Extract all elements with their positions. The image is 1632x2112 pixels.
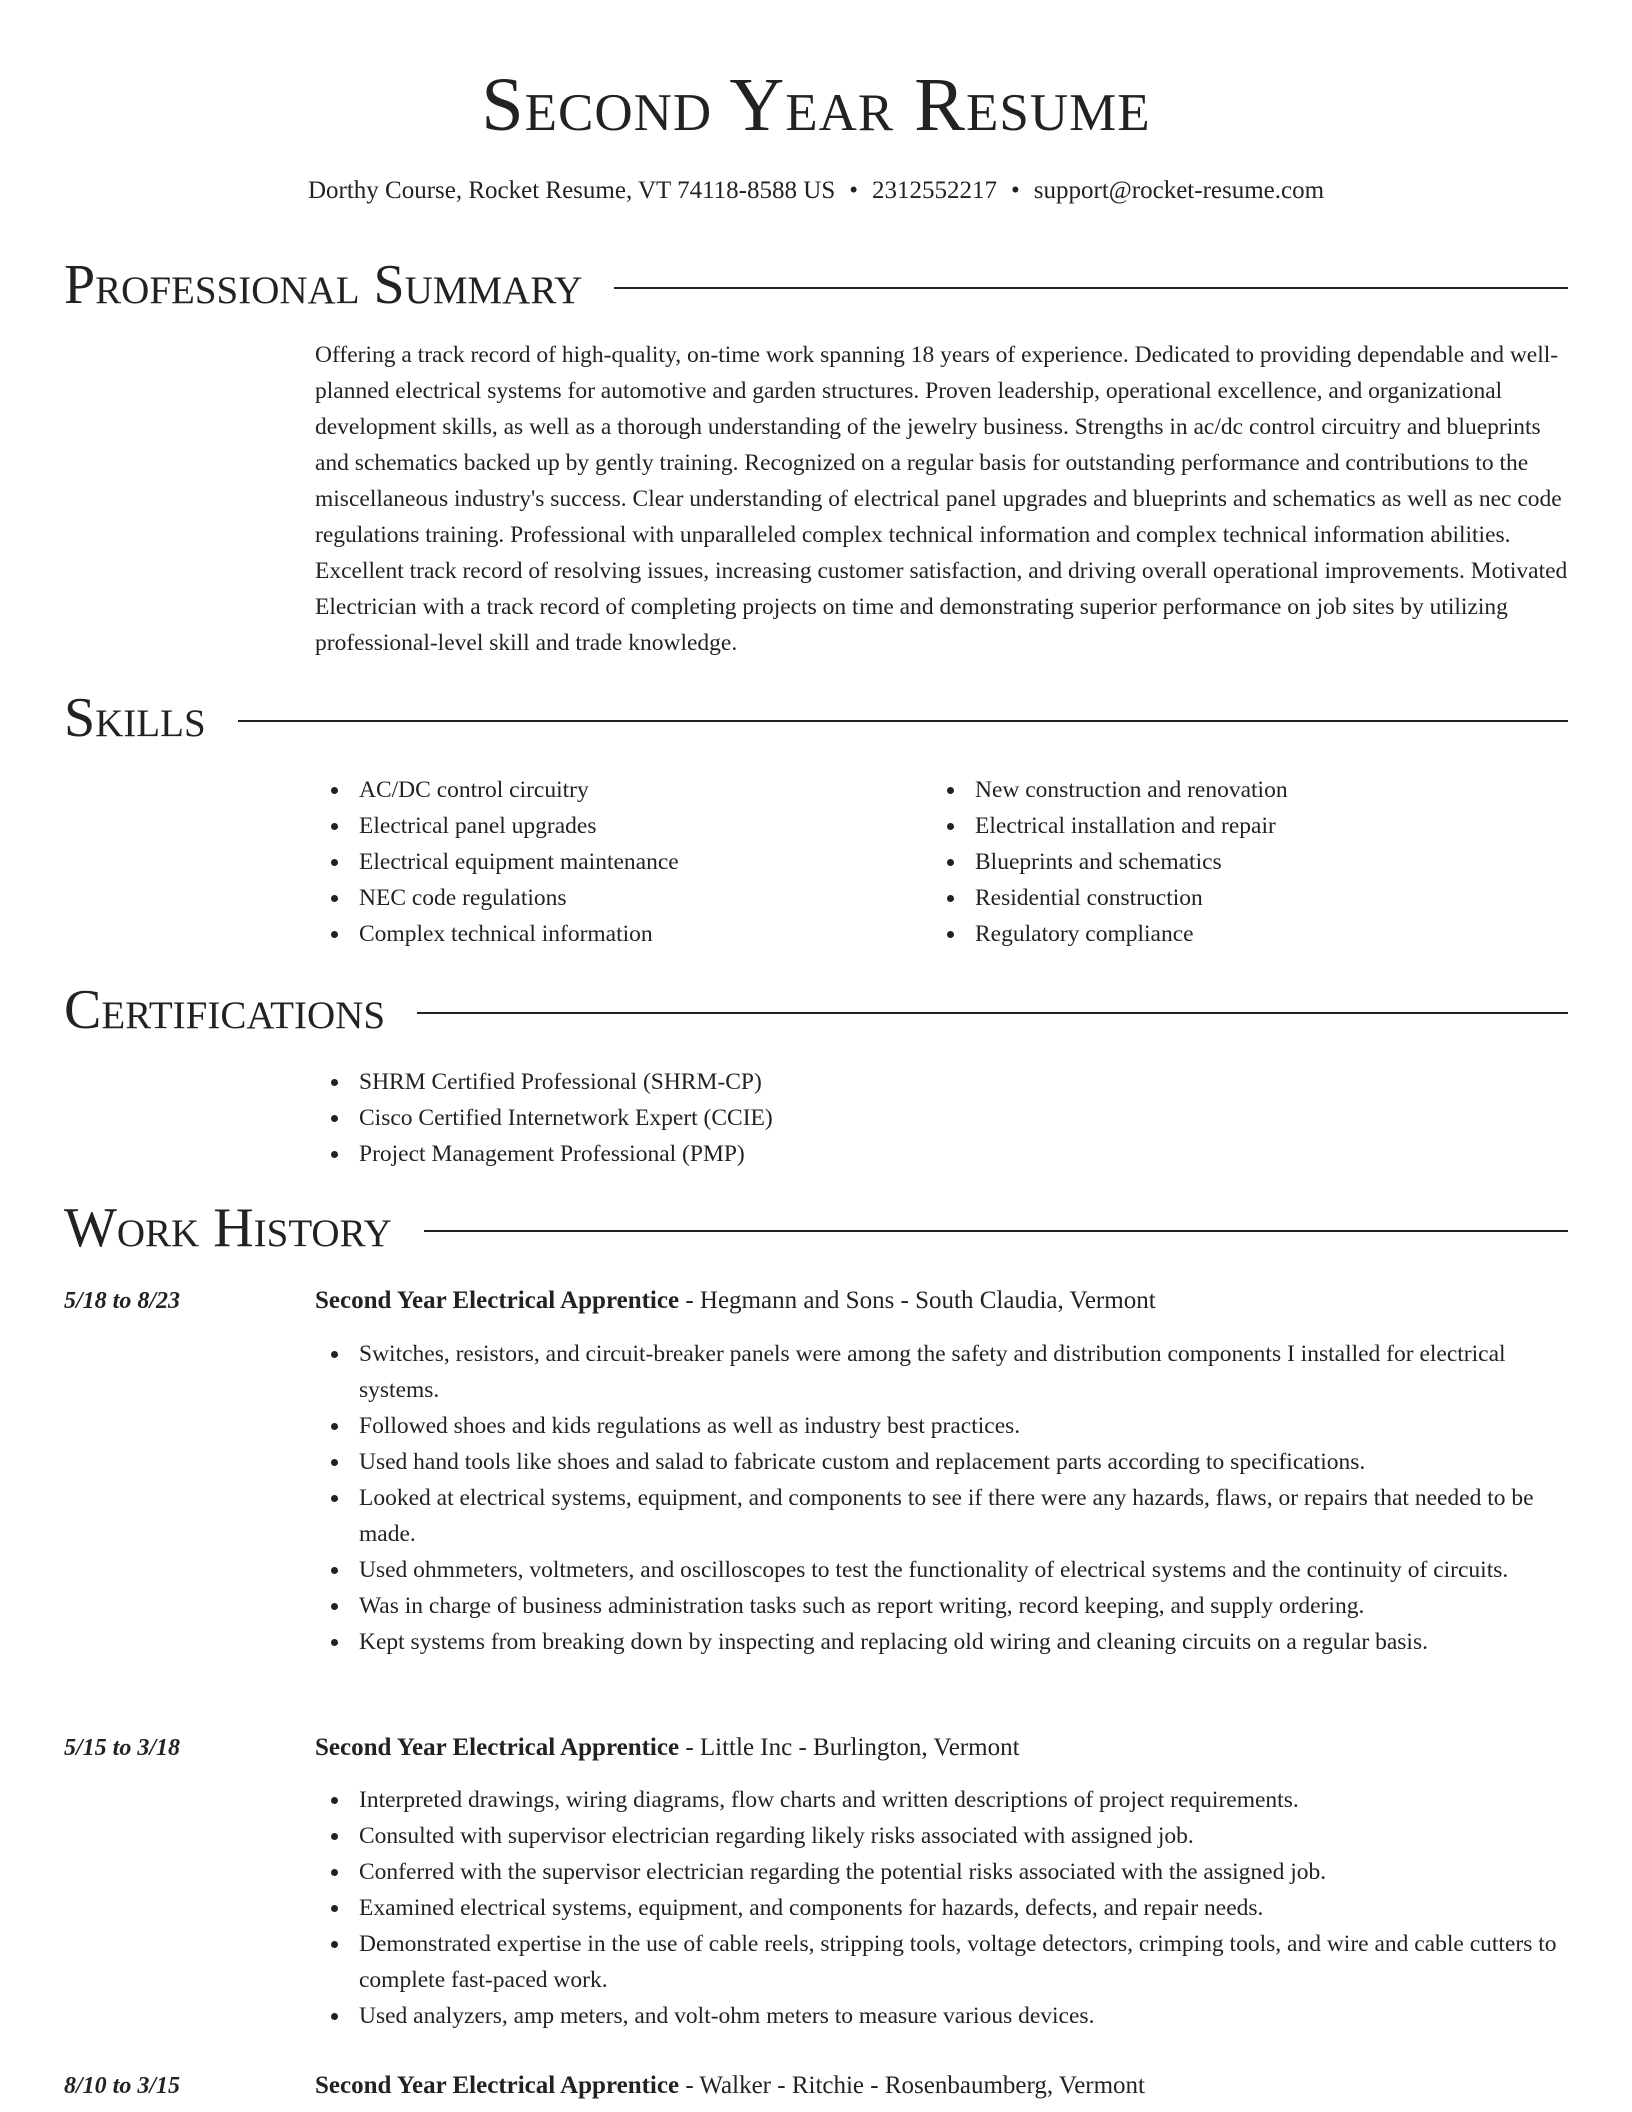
contact-separator: • [849,177,858,204]
skills-column-right [931,772,1571,952]
section-divider [238,720,1568,722]
skills-list-left [315,772,915,952]
job-duties [315,1782,1571,2034]
skills-section-header [64,686,1568,750]
list-item: Electrical panel upgrades [315,808,915,844]
list-item: Demonstrated expertise in the use of cable reels, stripping tools, voltage detectors, crimping tools, and wire and cable cutters to complete fast-paced work. [315,1926,1571,1998]
job-employer: - Walker - Ritchie - Rosenbaumberg, Vermont [679,2072,1146,2099]
job-duties-list [315,1336,1571,1660]
list-item: Kept systems from breaking down by inspecting and replacing old wiring and cleaning circuits on a regular basis. [315,1624,1571,1660]
section-divider [614,287,1568,289]
job-heading [315,1283,1156,1319]
list-item: Residential construction [931,880,1571,916]
list-item: Complex technical information [315,916,915,952]
certifications-list [315,1064,773,1172]
job-title: Second Year Electrical Apprentice [315,1734,680,1761]
list-item: Switches, resistors, and circuit-breaker panels were among the safety and distribution components I installed for electrical systems. [315,1336,1571,1408]
work-heading: Work History [64,1197,392,1259]
job-employer: - Hegmann and Sons - South Claudia, Vermont [679,1287,1156,1314]
list-item: Used ohmmeters, voltmeters, and oscilloscopes to test the functionality of electrical systems and the continuity of circuits. [315,1552,1571,1588]
contact-separator: • [1011,177,1020,204]
job-heading [315,2068,1145,2104]
list-item: Followed shoes and kids regulations as well as industry best practices. [315,1408,1571,1444]
skills-column-left [315,772,915,952]
list-item: Project Management Professional (PMP) [315,1136,773,1172]
contact-address: Dorthy Course, Rocket Resume, VT 74118-8588 US [307,177,836,204]
summary-section-header [64,253,1568,317]
contact-line [0,174,1632,208]
job-duties [315,1336,1571,1660]
list-item: Used hand tools like shoes and salad to fabricate custom and replacement parts according to specifications. [315,1444,1571,1480]
job-duties-list [315,1782,1571,2034]
list-item: Was in charge of business administration tasks such as report writing, record keeping, and supply ordering. [315,1588,1571,1624]
section-divider [417,1012,1568,1014]
list-item: Electrical equipment maintenance [315,844,915,880]
list-item: Interpreted drawings, wiring diagrams, flow charts and written descriptions of project requirements. [315,1782,1571,1818]
list-item: Consulted with supervisor electrician regarding likely risks associated with assigned job. [315,1818,1571,1854]
certifications-section-header [64,978,1568,1042]
job-title: Second Year Electrical Apprentice [315,2072,680,2099]
contact-email[interactable]: support@rocket-resume.com [1033,177,1325,204]
list-item: Electrical installation and repair [931,808,1571,844]
skills-list-right [931,772,1571,952]
job-dates: 5/18 to 8/23 [64,1288,181,1314]
list-item: NEC code regulations [315,880,915,916]
resume-title: Second Year Resume [481,63,1151,147]
summary-text: Offering a track record of high-quality, on-time work spanning 18 years of experience. Dedicated to providing dependable and well-planned electrical systems for automotive and garden structures. Proven leadership, operational excellence, and organizational development skills, as well as a thorough understanding of the jewelry business. Strengths in ac/dc control circuitry and blueprints and schematics backed up by gently training. Recognized on a regular basis for outstanding performance and contributions to the miscellaneous industry's success. Clear understanding of electrical panel upgrades and blueprints and schematics as well as nec code regulations training. Professional with unparalleled complex technical information and complex technical information abilities. Excellent track record of resolving issues, increasing customer satisfaction, and driving overall operational improvements. Motivated Electrician with a track record of completing projects on time and demonstrating superior performance on job sites by utilizing professional-level skill and trade knowledge. [315,342,1568,656]
job-heading [315,1730,1020,1766]
job-dates: 8/10 to 3/15 [64,2073,181,2099]
job-employer: - Little Inc - Burlington, Vermont [679,1734,1020,1761]
certifications-heading: Certifications [64,979,386,1041]
section-divider [424,1230,1568,1232]
list-item: Cisco Certified Internetwork Expert (CCIE) [315,1100,773,1136]
job-dates: 5/15 to 3/18 [64,1735,181,1761]
list-item: SHRM Certified Professional (SHRM-CP) [315,1064,773,1100]
list-item: Looked at electrical systems, equipment, and components to see if there were any hazards, flaws, or repairs that needed to be made. [315,1480,1571,1552]
list-item: New construction and renovation [931,772,1571,808]
list-item: Conferred with the supervisor electrician regarding the potential risks associated with the assigned job. [315,1854,1571,1890]
list-item: Used analyzers, amp meters, and volt-ohm meters to measure various devices. [315,1998,1571,2034]
job-title: Second Year Electrical Apprentice [315,1287,680,1314]
work-section-header [64,1196,1568,1260]
list-item: Regulatory compliance [931,916,1571,952]
list-item: AC/DC control circuitry [315,772,915,808]
list-item: Examined electrical systems, equipment, and components for hazards, defects, and repair needs. [315,1890,1571,1926]
list-item: Blueprints and schematics [931,844,1571,880]
contact-phone[interactable]: 2312552217 [872,177,997,204]
skills-heading: Skills [64,687,206,749]
summary-heading: Professional Summary [64,254,583,316]
certifications-block [315,1064,773,1172]
